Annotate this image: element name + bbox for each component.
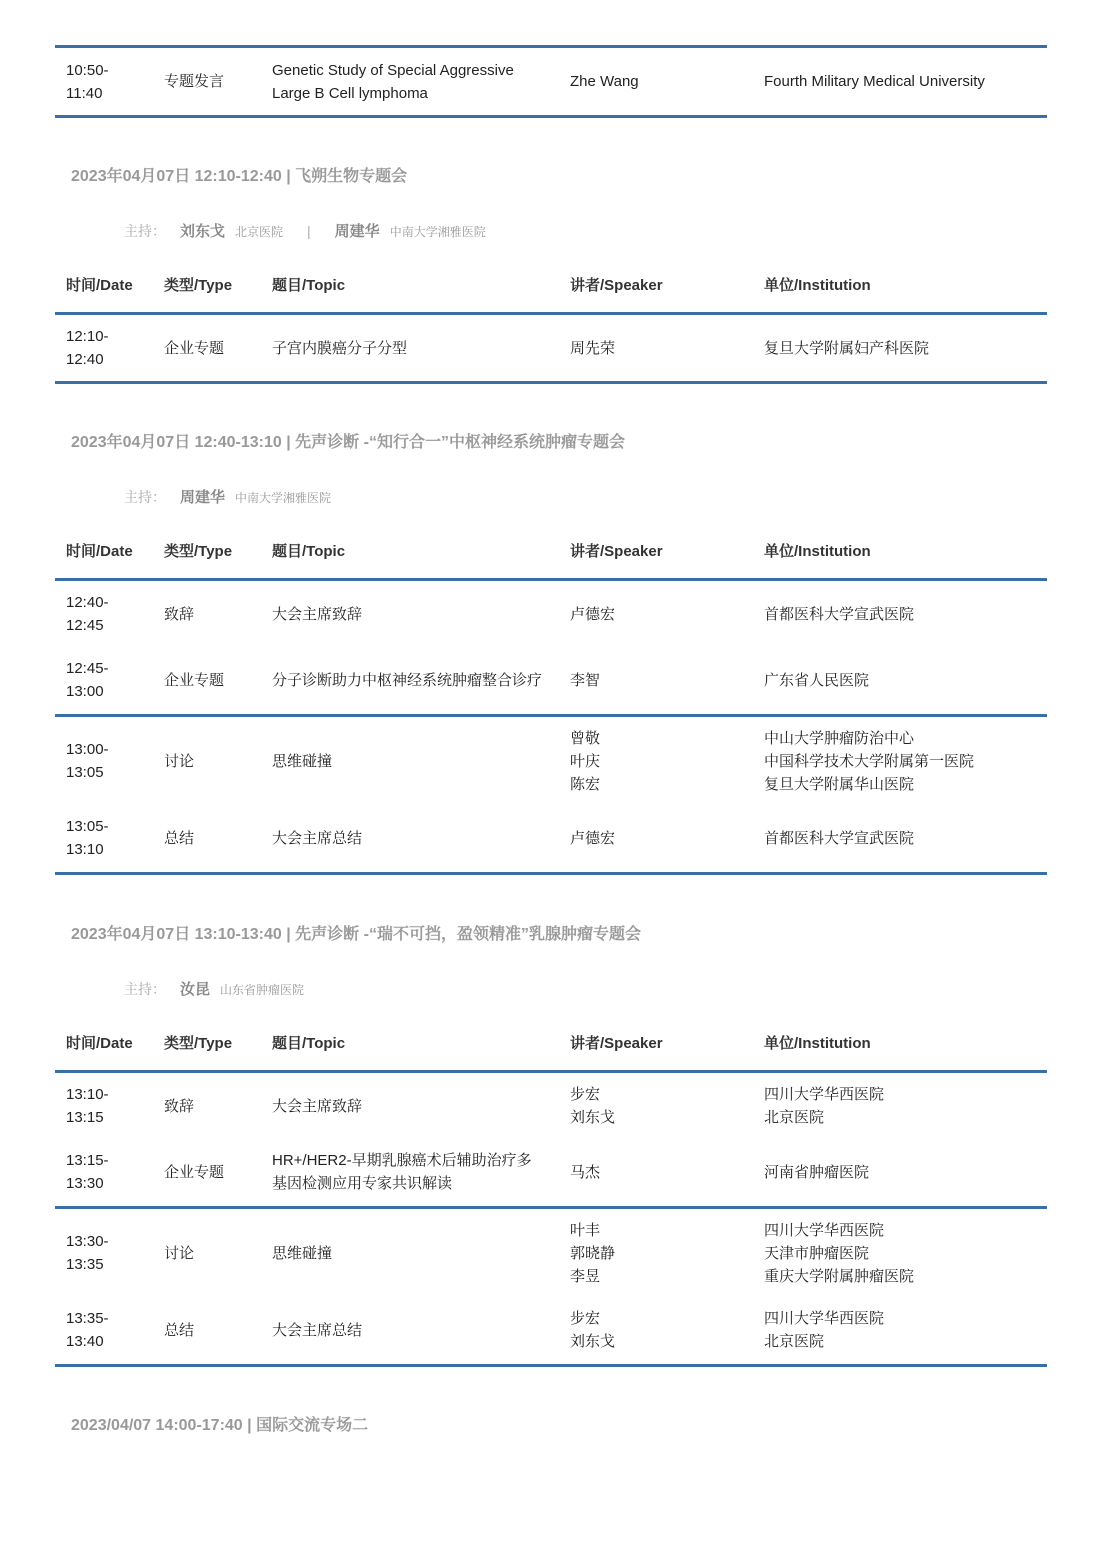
host-name: 周建华: [180, 489, 226, 506]
row-time: 13:05- 13:10: [66, 818, 109, 858]
row-institution: 四川大学华西医院 北京医院: [764, 1086, 885, 1126]
row-topic: Genetic Study of Special Aggressive Large B Cell lymphoma: [272, 61, 514, 102]
header-topic: 题目/Topic: [272, 543, 346, 560]
session-title: 2023年04月07日 12:40-13:10 | 先声诊断 -“知行合一”中枢神经系统肿瘤专题会: [71, 434, 625, 451]
header-type: 类型/Type: [164, 277, 233, 294]
header-speaker: 讲者/Speaker: [570, 277, 663, 294]
header-institution: 单位/Institution: [764, 1035, 871, 1052]
row-time: 13:00- 13:05: [66, 741, 109, 781]
host-name: 周建华: [334, 223, 380, 240]
row-speaker: 卢德宏: [570, 605, 616, 623]
row-type: 讨论: [164, 752, 195, 770]
table-bottom-border: [55, 381, 1047, 384]
row-speaker: 曾敬 叶庆 陈宏: [570, 729, 601, 793]
header-speaker: 讲者/Speaker: [570, 543, 663, 560]
row-time: 13:15- 13:30: [66, 1152, 109, 1192]
row-institution: 河南省肿瘤医院: [764, 1163, 870, 1181]
row-topic: 大会主席致辞: [272, 1097, 363, 1115]
row-type: 总结: [164, 829, 195, 847]
host-org: 中南大学湘雅医院: [235, 491, 332, 505]
row-institution: 广东省人民医院: [764, 671, 870, 689]
header-topic: 题目/Topic: [272, 1035, 346, 1052]
table-bottom-border: [55, 872, 1047, 875]
row-type: 总结: [164, 1321, 195, 1339]
host-org: 北京医院: [235, 225, 284, 239]
row-type: 专题发言: [164, 73, 225, 90]
row-type: 致辞: [164, 1097, 195, 1115]
row-topic: 思维碰撞: [272, 752, 333, 770]
row-speaker: 卢德宏: [570, 829, 616, 847]
row-speaker: 马杰: [570, 1163, 601, 1181]
row-speaker: 李智: [570, 671, 601, 689]
row-type: 企业专题: [164, 671, 225, 689]
host-name: 刘东戈: [180, 223, 226, 240]
row-time: 10:50- 11:40: [66, 61, 109, 102]
table-bottom-border: [55, 115, 1047, 118]
row-type: 企业专题: [164, 1163, 225, 1181]
row-topic: 大会主席总结: [272, 829, 363, 847]
row-speaker: Zhe Wang: [570, 73, 639, 90]
row-time: 13:35- 13:40: [66, 1310, 109, 1350]
row-type: 企业专题: [164, 339, 225, 357]
table-row: [0, 48, 1102, 115]
row-topic: HR+/HER2-早期乳腺癌术后辅助治疗多 基因检测应用专家共识解读: [272, 1152, 532, 1192]
session-title: 2023年04月07日 13:10-13:40 | 先声诊断 -“瑞不可挡，盈领精准”乳腺肿瘤专题会: [71, 926, 641, 943]
row-topic: 思维碰撞: [272, 1244, 333, 1262]
header-institution: 单位/Institution: [764, 277, 871, 294]
row-type: 致辞: [164, 605, 195, 623]
row-topic: 大会主席总结: [272, 1321, 363, 1339]
row-time: 13:10- 13:15: [66, 1086, 109, 1126]
row-institution: 首都医科大学宣武医院: [764, 605, 915, 623]
header-time: 时间/Date: [66, 1035, 133, 1052]
row-speaker: 步宏 刘东戈: [570, 1086, 616, 1126]
session-hosts: [124, 978, 304, 999]
header-time: 时间/Date: [66, 543, 133, 560]
row-topic: 子宫内膜癌分子分型: [272, 339, 408, 357]
row-speaker: 周先荣: [570, 339, 616, 357]
row-speaker: 步宏 刘东戈: [570, 1310, 616, 1350]
host-label: 主持：: [124, 223, 166, 239]
row-institution: 首都医科大学宣武医院: [764, 829, 915, 847]
host-name: 汝昆: [180, 981, 211, 998]
row-topic: 大会主席致辞: [272, 605, 363, 623]
session-hosts: [124, 486, 331, 507]
header-institution: 单位/Institution: [764, 543, 871, 560]
row-time: 12:40- 12:45: [66, 594, 109, 634]
row-institution: 中山大学肿瘤防治中心 中国科学技术大学附属第一医院 复旦大学附属华山医院: [764, 729, 975, 793]
row-type: 讨论: [164, 1244, 195, 1262]
row-speaker: 叶丰 郭晓静 李昱: [570, 1221, 616, 1285]
row-institution: 复旦大学附属妇产科医院: [764, 339, 930, 357]
header-topic: 题目/Topic: [272, 277, 346, 294]
host-label: 主持：: [124, 489, 166, 505]
header-type: 类型/Type: [164, 543, 233, 560]
table-bottom-border: [55, 1364, 1047, 1367]
host-separator: |: [307, 223, 311, 239]
host-label: 主持：: [124, 981, 166, 997]
row-topic: 分子诊断助力中枢神经系统肿瘤整合诊疗: [272, 671, 543, 689]
row-institution: 四川大学华西医院 北京医院: [764, 1310, 885, 1350]
host-org: 山东省肿瘤医院: [220, 983, 305, 997]
session-title: 2023年04月07日 12:10-12:40 | 飞朔生物专题会: [71, 168, 408, 185]
row-time: 13:30- 13:35: [66, 1233, 109, 1273]
row-time: 12:10- 12:40: [66, 328, 109, 368]
row-time: 12:45- 13:00: [66, 660, 109, 700]
row-institution: Fourth Military Medical University: [764, 73, 985, 90]
row-institution: 四川大学华西医院 天津市肿瘤医院 重庆大学附属肿瘤医院: [764, 1221, 915, 1285]
session-hosts: [124, 220, 486, 241]
header-time: 时间/Date: [66, 277, 133, 294]
session-title: 2023/04/07 14:00-17:40 | 国际交流专场二: [71, 1417, 369, 1434]
header-type: 类型/Type: [164, 1035, 233, 1052]
host-org: 中南大学湘雅医院: [389, 225, 486, 239]
header-speaker: 讲者/Speaker: [570, 1035, 663, 1052]
